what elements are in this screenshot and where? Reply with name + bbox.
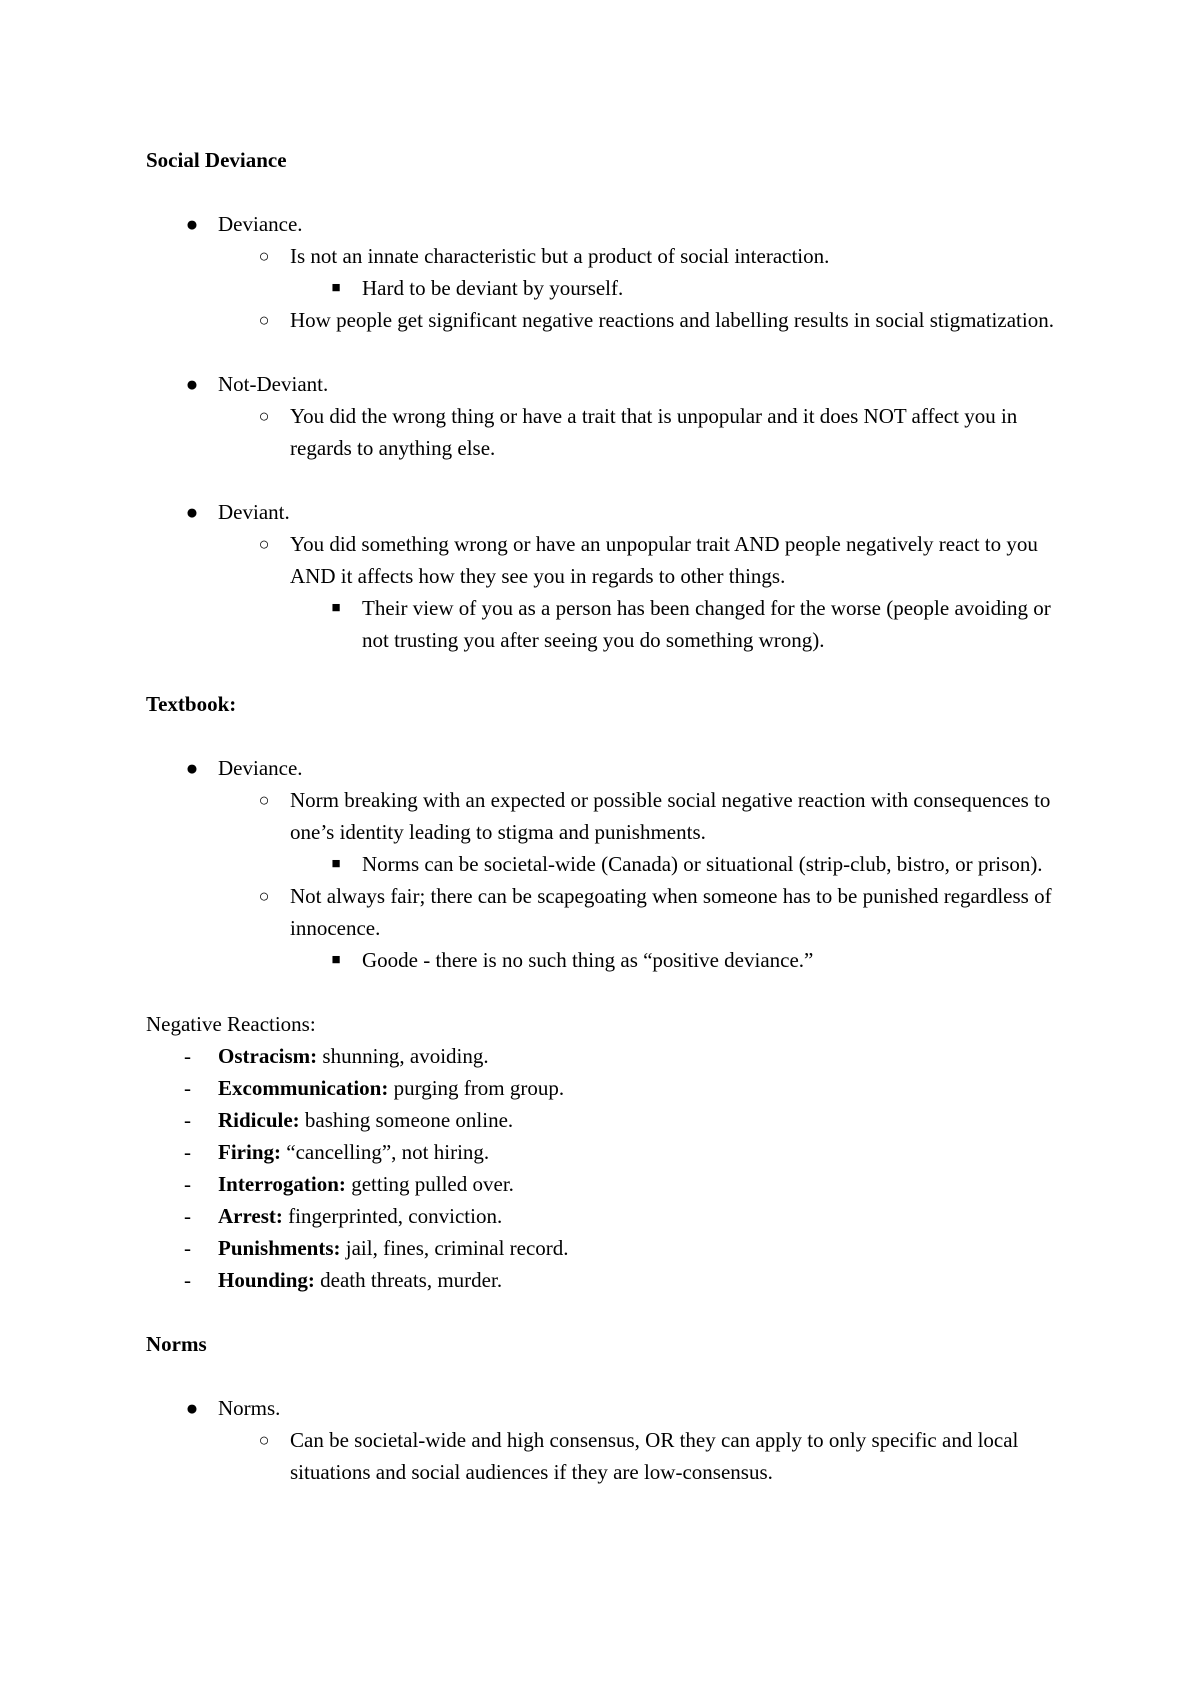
dash-bullet-icon: - — [184, 1236, 191, 1260]
list-item-text: Norms can be societal-wide (Canada) or situational (strip-club, bistro, or prison). — [362, 852, 1043, 876]
reaction-term: Excommunication: — [218, 1076, 389, 1100]
reaction-term: Hounding: — [218, 1268, 315, 1292]
list-item — [218, 528, 1066, 656]
dash-bullet-icon: - — [184, 1172, 191, 1196]
reaction-desc: shunning, avoiding. — [322, 1044, 489, 1068]
list-item — [218, 784, 1066, 880]
bullet-icon: ● — [185, 212, 199, 236]
list-item-text: Norms. — [218, 1396, 281, 1420]
list-item — [146, 1232, 1066, 1264]
circle-bullet-icon: ○ — [258, 790, 270, 810]
reaction-desc: purging from group. — [393, 1076, 565, 1100]
list-item-text: Can be societal-wide and high consensus, OR they can apply to only specific and local situations and social audiences if they are low-consensus. — [290, 1428, 1019, 1484]
circle-bullet-icon: ○ — [258, 534, 270, 554]
square-bullet-icon: ■ — [331, 952, 341, 968]
dash-bullet-icon: - — [184, 1140, 191, 1164]
bullet-icon: ● — [185, 756, 199, 780]
reaction-term: Interrogation: — [218, 1172, 346, 1196]
list-item — [218, 400, 1066, 464]
circle-bullet-icon: ○ — [258, 1430, 270, 1450]
list-item-text: Not always fair; there can be scapegoating when someone has to be punished regardless of innocence. — [290, 884, 1052, 940]
list-item — [146, 1136, 1066, 1168]
list-item-text: You did something wrong or have an unpopular trait AND people negatively react to you AND it affects how they see you in regards to other things. — [290, 532, 1038, 588]
list-item — [146, 752, 1066, 976]
section-title-textbook: Textbook: — [146, 692, 237, 716]
reaction-term: Arrest: — [218, 1204, 283, 1228]
textbook-list — [146, 752, 1066, 976]
list-item — [146, 1392, 1066, 1488]
list-item — [218, 240, 1066, 304]
social-deviance-list — [146, 208, 1066, 336]
list-item-text: Is not an innate characteristic but a product of social interaction. — [290, 244, 830, 268]
circle-bullet-icon: ○ — [258, 246, 270, 266]
reaction-term: Punishments: — [218, 1236, 341, 1260]
document-page — [146, 144, 1066, 1488]
list-item-text: Goode - there is no such thing as “positive deviance.” — [362, 948, 814, 972]
list-item — [146, 496, 1066, 656]
list-item-text: How people get significant negative reactions and labelling results in social stigmatization. — [290, 308, 1054, 332]
list-item — [290, 592, 1066, 656]
section-title-social-deviance: Social Deviance — [146, 148, 287, 172]
square-bullet-icon: ■ — [331, 856, 341, 872]
list-item-text: Deviance. — [218, 212, 303, 236]
list-item — [218, 304, 1066, 336]
list-item — [290, 944, 1066, 976]
dash-bullet-icon: - — [184, 1044, 191, 1068]
circle-bullet-icon: ○ — [258, 886, 270, 906]
list-item — [146, 1264, 1066, 1296]
negative-reactions-list — [146, 1040, 1066, 1296]
list-item-text: Deviance. — [218, 756, 303, 780]
list-item — [146, 1040, 1066, 1072]
list-item-text: Not-Deviant. — [218, 372, 329, 396]
reaction-term: Firing: — [218, 1140, 281, 1164]
list-item — [146, 1104, 1066, 1136]
square-bullet-icon: ■ — [331, 600, 341, 616]
reaction-term: Ostracism: — [218, 1044, 318, 1068]
reaction-desc: getting pulled over. — [351, 1172, 514, 1196]
not-deviant-list — [146, 368, 1066, 464]
list-item-text: You did the wrong thing or have a trait that is unpopular and it does NOT affect you in regards to anything else. — [290, 404, 1018, 460]
square-bullet-icon: ■ — [331, 280, 341, 296]
dash-bullet-icon: - — [184, 1108, 191, 1132]
list-item-text: Deviant. — [218, 500, 290, 524]
list-item — [146, 208, 1066, 336]
section-title-norms: Norms — [146, 1332, 207, 1356]
bullet-icon: ● — [185, 500, 199, 524]
reaction-desc: bashing someone online. — [304, 1108, 514, 1132]
section-title-negative-reactions: Negative Reactions: — [146, 1012, 316, 1036]
list-item-text: Their view of you as a person has been changed for the worse (people avoiding or not trusting you after seeing you do something wrong). — [362, 596, 1051, 652]
list-item — [290, 848, 1066, 880]
list-item — [218, 1424, 1066, 1488]
reaction-desc: fingerprinted, conviction. — [288, 1204, 503, 1228]
reaction-desc: jail, fines, criminal record. — [345, 1236, 569, 1260]
circle-bullet-icon: ○ — [258, 310, 270, 330]
circle-bullet-icon: ○ — [258, 406, 270, 426]
list-item-text: Norm breaking with an expected or possible social negative reaction with consequences to one’s identity leading to stigma and punishments. — [290, 788, 1051, 844]
dash-bullet-icon: - — [184, 1204, 191, 1228]
list-item — [146, 1168, 1066, 1200]
list-item — [146, 1200, 1066, 1232]
reaction-desc: “cancelling”, not hiring. — [286, 1140, 490, 1164]
reaction-desc: death threats, murder. — [320, 1268, 503, 1292]
bullet-icon: ● — [185, 372, 199, 396]
deviant-list — [146, 496, 1066, 656]
list-item-text: Hard to be deviant by yourself. — [362, 276, 624, 300]
list-item — [290, 272, 1066, 304]
bullet-icon: ● — [185, 1396, 199, 1420]
reaction-term: Ridicule: — [218, 1108, 300, 1132]
list-item — [146, 368, 1066, 464]
list-item — [218, 880, 1066, 976]
dash-bullet-icon: - — [184, 1076, 191, 1100]
norms-list — [146, 1392, 1066, 1488]
list-item — [146, 1072, 1066, 1104]
dash-bullet-icon: - — [184, 1268, 191, 1292]
